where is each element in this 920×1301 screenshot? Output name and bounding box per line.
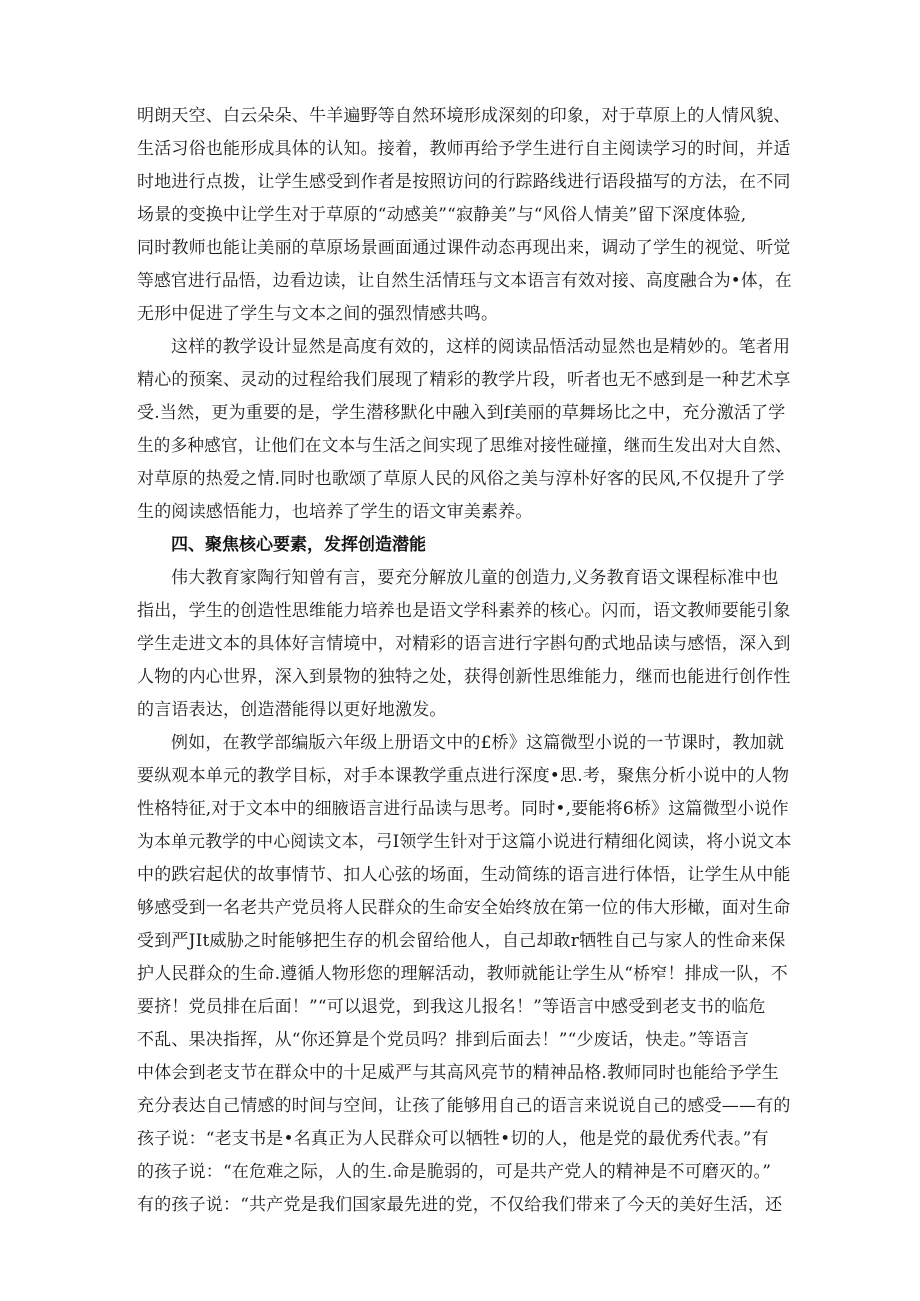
paragraph-3 [137,562,792,727]
paragraph-4-line: 中的跌宕起伏的故事情节、扣人心弦的场面，生动简练的语言进行体悟，让学生从中能 [137,865,791,885]
paragraph-4 [137,727,792,1222]
paragraph-2-line: 对草原的热爱之情.同时也歌颂了草原人民的风俗之美与淳朴好客的民风,不仅提升了学 [137,469,785,489]
paragraph-1 [137,100,792,331]
paragraph-1-line: 无形中促进了学生与文本之间的强烈情感共鸣。 [137,304,499,324]
paragraph-2-line: 生的阅读感悟能力，也培养了学生的语文审美素养。 [137,502,533,522]
paragraph-3-line: 人物的内心世界，深入到景物的独特之处，获得创新性思维能力，继而也能进行创作性 [137,667,791,687]
paragraph-1-line: 等感官进行品悟，边看边读，让自然生活情珏与文本语言有效对接、高度融合为•体，在 [137,271,792,291]
paragraph-3-line: 的言语表达，创造潜能得以更好地激发。 [137,700,447,720]
section-heading: 四、聚焦核心要素，发挥创造潜能 [171,535,426,555]
paragraph-4-line: 护人民群众的生命.遵循人物形您的理解活动，教师就能让学生从“桥窄！排成一队，不 [137,964,788,984]
paragraph-2-line: 精心的预案、灵动的过程给我们展现了精彩的教学片段，听者也无不感到是一种艺术享 [137,370,791,390]
paragraph-2 [137,331,792,529]
paragraph-2-line: 生的多种感官，让他们在文本与生活之间实现了思维对接性碰撞，继而生发出对大自然、 [137,436,792,456]
paragraph-3-line: 指出，学生的创造性思维能力培养也是语文学科素养的核心。闪而，语文教师要能引象 [137,601,791,621]
document-page [137,100,792,1222]
paragraph-1-line: 同时教师也能让美丽的草原场景画面通过课件动态再现出来，调动了学生的视觉、听觉 [137,238,791,258]
paragraph-4-line: 的孩子说：“在危难之际，人的生.命是脆弱的，可是共产党人的精神是不可磨灭的。” [137,1162,772,1182]
paragraph-1-line: 明朗天空、白云朵朵、牛羊遍野等自然环境形成深刻的印象，对于草原上的人情风貌、 [137,106,791,126]
paragraph-3-line: 伟大教育家陶行知曾有言，要充分解放儿童的创造力,义务教育语文课程标准中也 [171,568,779,588]
paragraph-4-line: 不乱、果决指挥，从“你还算是个党员吗？排到后面去！”“少废话，快走。”等语言 [137,1030,749,1050]
paragraph-4-line: 孩子说：“老支书是•名真正为人民群众可以牺牲•切的人，他是党的最优秀代表。”有 [137,1129,769,1149]
paragraph-1-line: 时地进行点拨，让学生感受到作者是按照访问的行踪路线进行语段描写的方法，在不同 [137,172,791,192]
paragraph-4-line: 有的孩子说：“共产党是我们国家最先进的党，不仅给我们带来了今天的美好生活，还 [137,1195,783,1215]
paragraph-4-line: 性格特征,对于文本中的细腋语言进行品读与思考。同时•,要能将6桥》这篇微型小说作 [137,799,789,819]
paragraph-4-line: 够感受到一名老共产党员将人民群众的生命安全始终放在第一位的伟大形橄，面对生命 [137,898,791,918]
paragraph-4-line: 中体会到老支节在群众中的十足威严与其高风亮节的精神品格.教师同时也能给予学生 [137,1063,780,1083]
paragraph-2-line: 这样的教学设计显然是高度有效的，这样的阅读品悟活动显然也是精妙的。笔者用 [171,337,791,357]
paragraph-4-line: 充分表达自己情感的时间与空间，让孩了能够用自己的语言来说说自己的感受——有的 [137,1096,791,1116]
paragraph-4-line: 为本单元教学的中心阅读文本，弓I领学生针对于这篇小说进行精细化阅读，将小说文本 [137,832,792,852]
paragraph-3-line: 学生走进文本的具体好言情境中，对精彩的语言进行字斟句酌式地品读与感悟，深入到 [137,634,791,654]
paragraph-1-line: 生活习俗也能形成具体的认知。接着，教师再给予学生进行自主阅读学习的时间，并适 [137,139,791,159]
paragraph-4-line: 受到严JIt威胁之时能够把生存的机会留给他人，自己却敢r牺牲自己与家人的性命来保 [137,931,786,951]
paragraph-4-line: 例如，在教学部编版六年级上册语文中的£桥》这篇微型小说的一节课时，教加就 [171,733,785,753]
paragraph-4-line: 要挤！党员排在后面！”“可以退党，到我这儿报名！”等语言中感受到老支书的临危 [137,997,766,1017]
paragraph-1-line: 场景的变换中让学生对于草原的“动感美”“寂静美”与“风俗人情美”留下深度体验, [137,205,747,225]
paragraph-2-line: 受.当然，更为重要的是，学生潜移默化中融入到f美丽的草舞场比之中，充分激活了学 [137,403,786,423]
paragraph-4-line: 要纵观本单元的教学目标，对手本课教学重点进行深度•思.考，聚焦分析小说中的人物 [137,766,790,786]
